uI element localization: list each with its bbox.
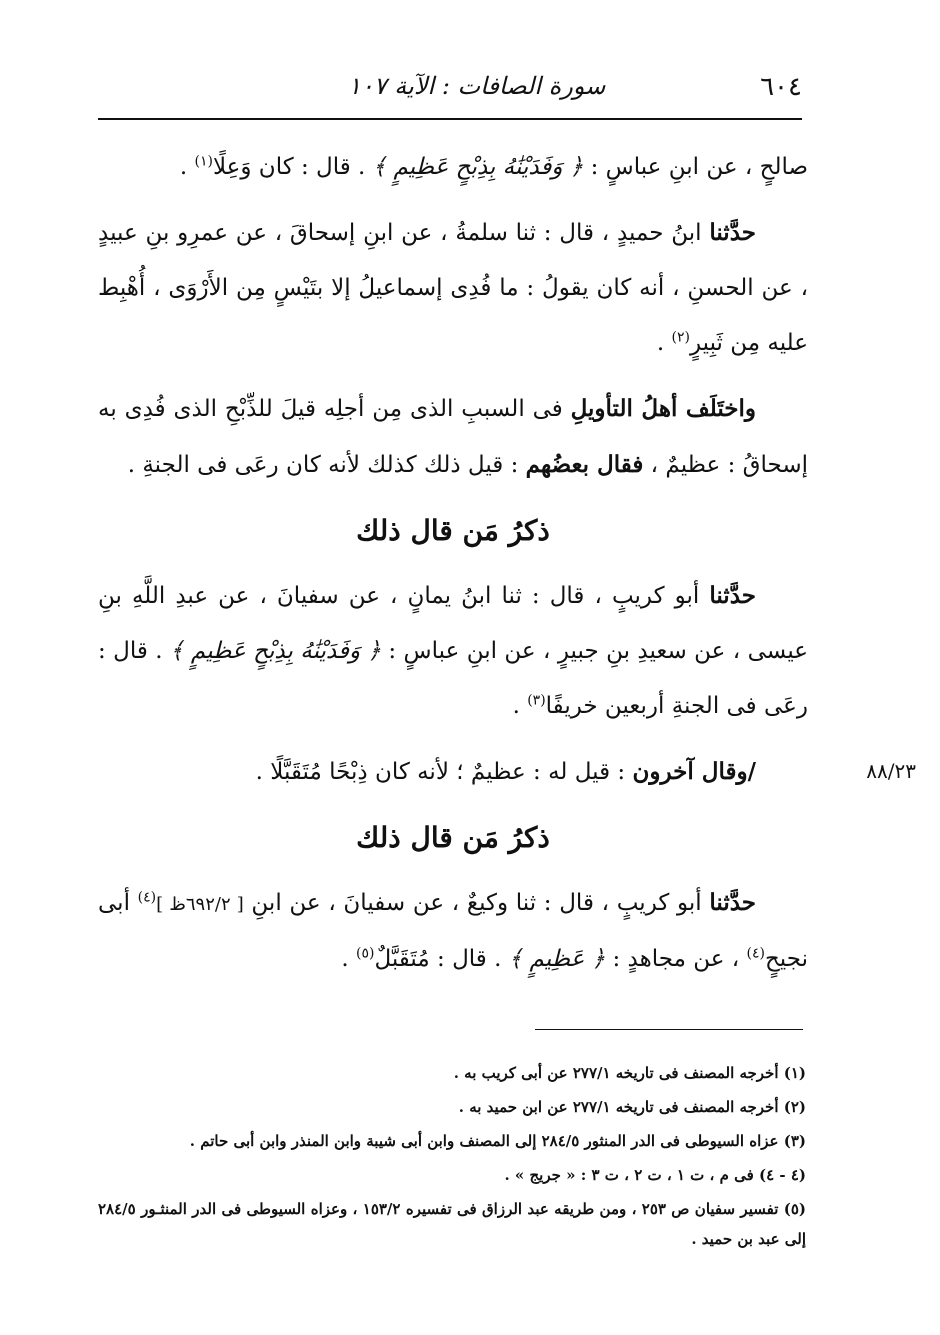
footnote-marker: (٣): [527, 692, 546, 709]
narration-lead: حدَّثنا: [709, 219, 756, 246]
margin-reference: ٨٨/٢٣: [866, 759, 916, 783]
footnote-marker: (١): [194, 153, 213, 170]
footnote-5: (٥) تفسير سفيان ص ٢٥٣ ، ومن طريقه عبد الرزاق فى تفسيره ١٥٣/٢ ، وعزاه السيوطى فى الدر المنثـور ٢٨٤/٥ إلى عبد بن حميد .: [98, 1200, 806, 1248]
paragraph-6: [98, 875, 808, 987]
text-run: : قيل ذلك كذلك لأنه كان رعَى فى الجنةِ .: [127, 452, 526, 478]
page-number: ٦٠٤: [760, 72, 802, 102]
footnote-3: (٣) عزاه السيوطى فى الدر المنثور ٢٨٤/٥ إلى المصنف وابن أبى شيبة وابن المنذر وابن أبى حاتم .: [189, 1132, 806, 1150]
paragraph-2: [98, 205, 808, 371]
text-run: . قال : رعَى فى الجنةِ أربعين خريفًا: [98, 638, 808, 719]
text-run: ، عن مجاهدٍ :: [605, 946, 747, 972]
quran-quote: ﴿ وَفَدَيْنَٰهُ بِذِبْحٍ عَظِيمٍ ﴾: [170, 638, 381, 664]
footnote-4: (٤ - ٤) فى م ، ت ١ ، ت ٢ ، ت ٣ : « جريج » .: [504, 1166, 806, 1184]
section-heading: ذكرُ مَن قال ذلك: [356, 514, 550, 547]
footnote-1: (١) أخرجه المصنف فى تاريخه ٢٧٧/١ عن أبى كريب به .: [453, 1064, 806, 1082]
text-run: . قال : كان وَعِلًا: [212, 154, 373, 180]
running-title: سورة الصافات : الآية ١٠٧: [348, 72, 606, 100]
section-heading: ذكرُ مَن قال ذلك: [356, 821, 550, 854]
footnote-2: (٢) أخرجه المصنف فى تاريخه ٢٧٧/١ عن ابن حميد به .: [458, 1098, 806, 1116]
text-run: .: [512, 693, 528, 719]
footnote-marker: (٢): [671, 329, 690, 346]
footnotes: [98, 1058, 806, 1258]
text-run: أبى نجيحٍ: [98, 890, 808, 972]
text-run: . قال : مُتَقَبَّلٌ: [374, 946, 509, 972]
text-run: فى السببِ الذى مِن أجلِه قيلَ للذِّبْحِ الذى فُدِى به إسحاقُ : عظيمٌ ،: [98, 396, 808, 478]
paragraph-5-wrapper: [98, 744, 916, 800]
footnote-rule: [535, 1029, 803, 1030]
main-text: [98, 140, 916, 997]
paragraph-5: [98, 744, 808, 800]
narration-lead: حدَّثنا: [709, 889, 757, 916]
footnote-marker: (٤): [746, 945, 765, 962]
page-header: [98, 70, 802, 110]
paragraph-4: [98, 568, 808, 734]
bold-lead: واختَلَف أهلُ التأويلِ: [570, 395, 756, 422]
footnote-marker: (٤): [137, 889, 157, 906]
text-run: .: [341, 946, 356, 972]
narration-lead: حدَّثنا: [709, 582, 756, 609]
text-run: صالحٍ ، عن ابنِ عباسٍ :: [583, 154, 808, 180]
footnote-marker: (٥): [355, 945, 375, 962]
quran-quote: ﴿ عَظِيمٍ ﴾: [508, 946, 606, 972]
bold-lead: فقال بعضُهم: [525, 451, 644, 478]
text-run: : قيل له : عظيمٌ ؛ لأنه كان ذِبْحًا مُتَقَبَّلًا .: [255, 759, 633, 785]
manuscript-reference: [ ٦٩٢/٢ظ ]: [156, 894, 244, 915]
text-run: أبو كريبٍ ، قال : ثنا وكيعٌ ، عن سفيانَ ، عن ابنِ: [243, 890, 710, 916]
paragraph-3: [98, 381, 808, 493]
paragraph-1: [98, 140, 808, 195]
bold-lead: /وقال آخرون: [632, 758, 756, 785]
text-run: أبو كريبٍ ، قال : ثنا ابنُ يمانٍ ، عن سفيانَ ، عن عبدِ اللَّهِ بنِ عيسى ، عن سعيدِ بنِ جبيرٍ ، عن ابنِ عباسٍ :: [98, 583, 808, 664]
text-run: .: [179, 154, 195, 180]
text-run: ابنُ حميدٍ ، قال : ثنا سلمةُ ، عن ابنِ إسحاقَ ، عن عمرِو بنِ عبيدٍ ، عن الحسنِ ، أنه كان يقولُ : ما فُدِى إسماعيلُ إلا بتَيْسٍ مِن الأَرْوَى ، أُهْبِط عليه مِن ثَبِيرٍ: [98, 220, 808, 356]
text-run: .: [656, 330, 672, 356]
header-rule: [98, 118, 802, 120]
quran-quote: ﴿ وَفَدَيْنَٰهُ بِذِبْحٍ عَظِيمٍ ﴾: [372, 154, 584, 180]
